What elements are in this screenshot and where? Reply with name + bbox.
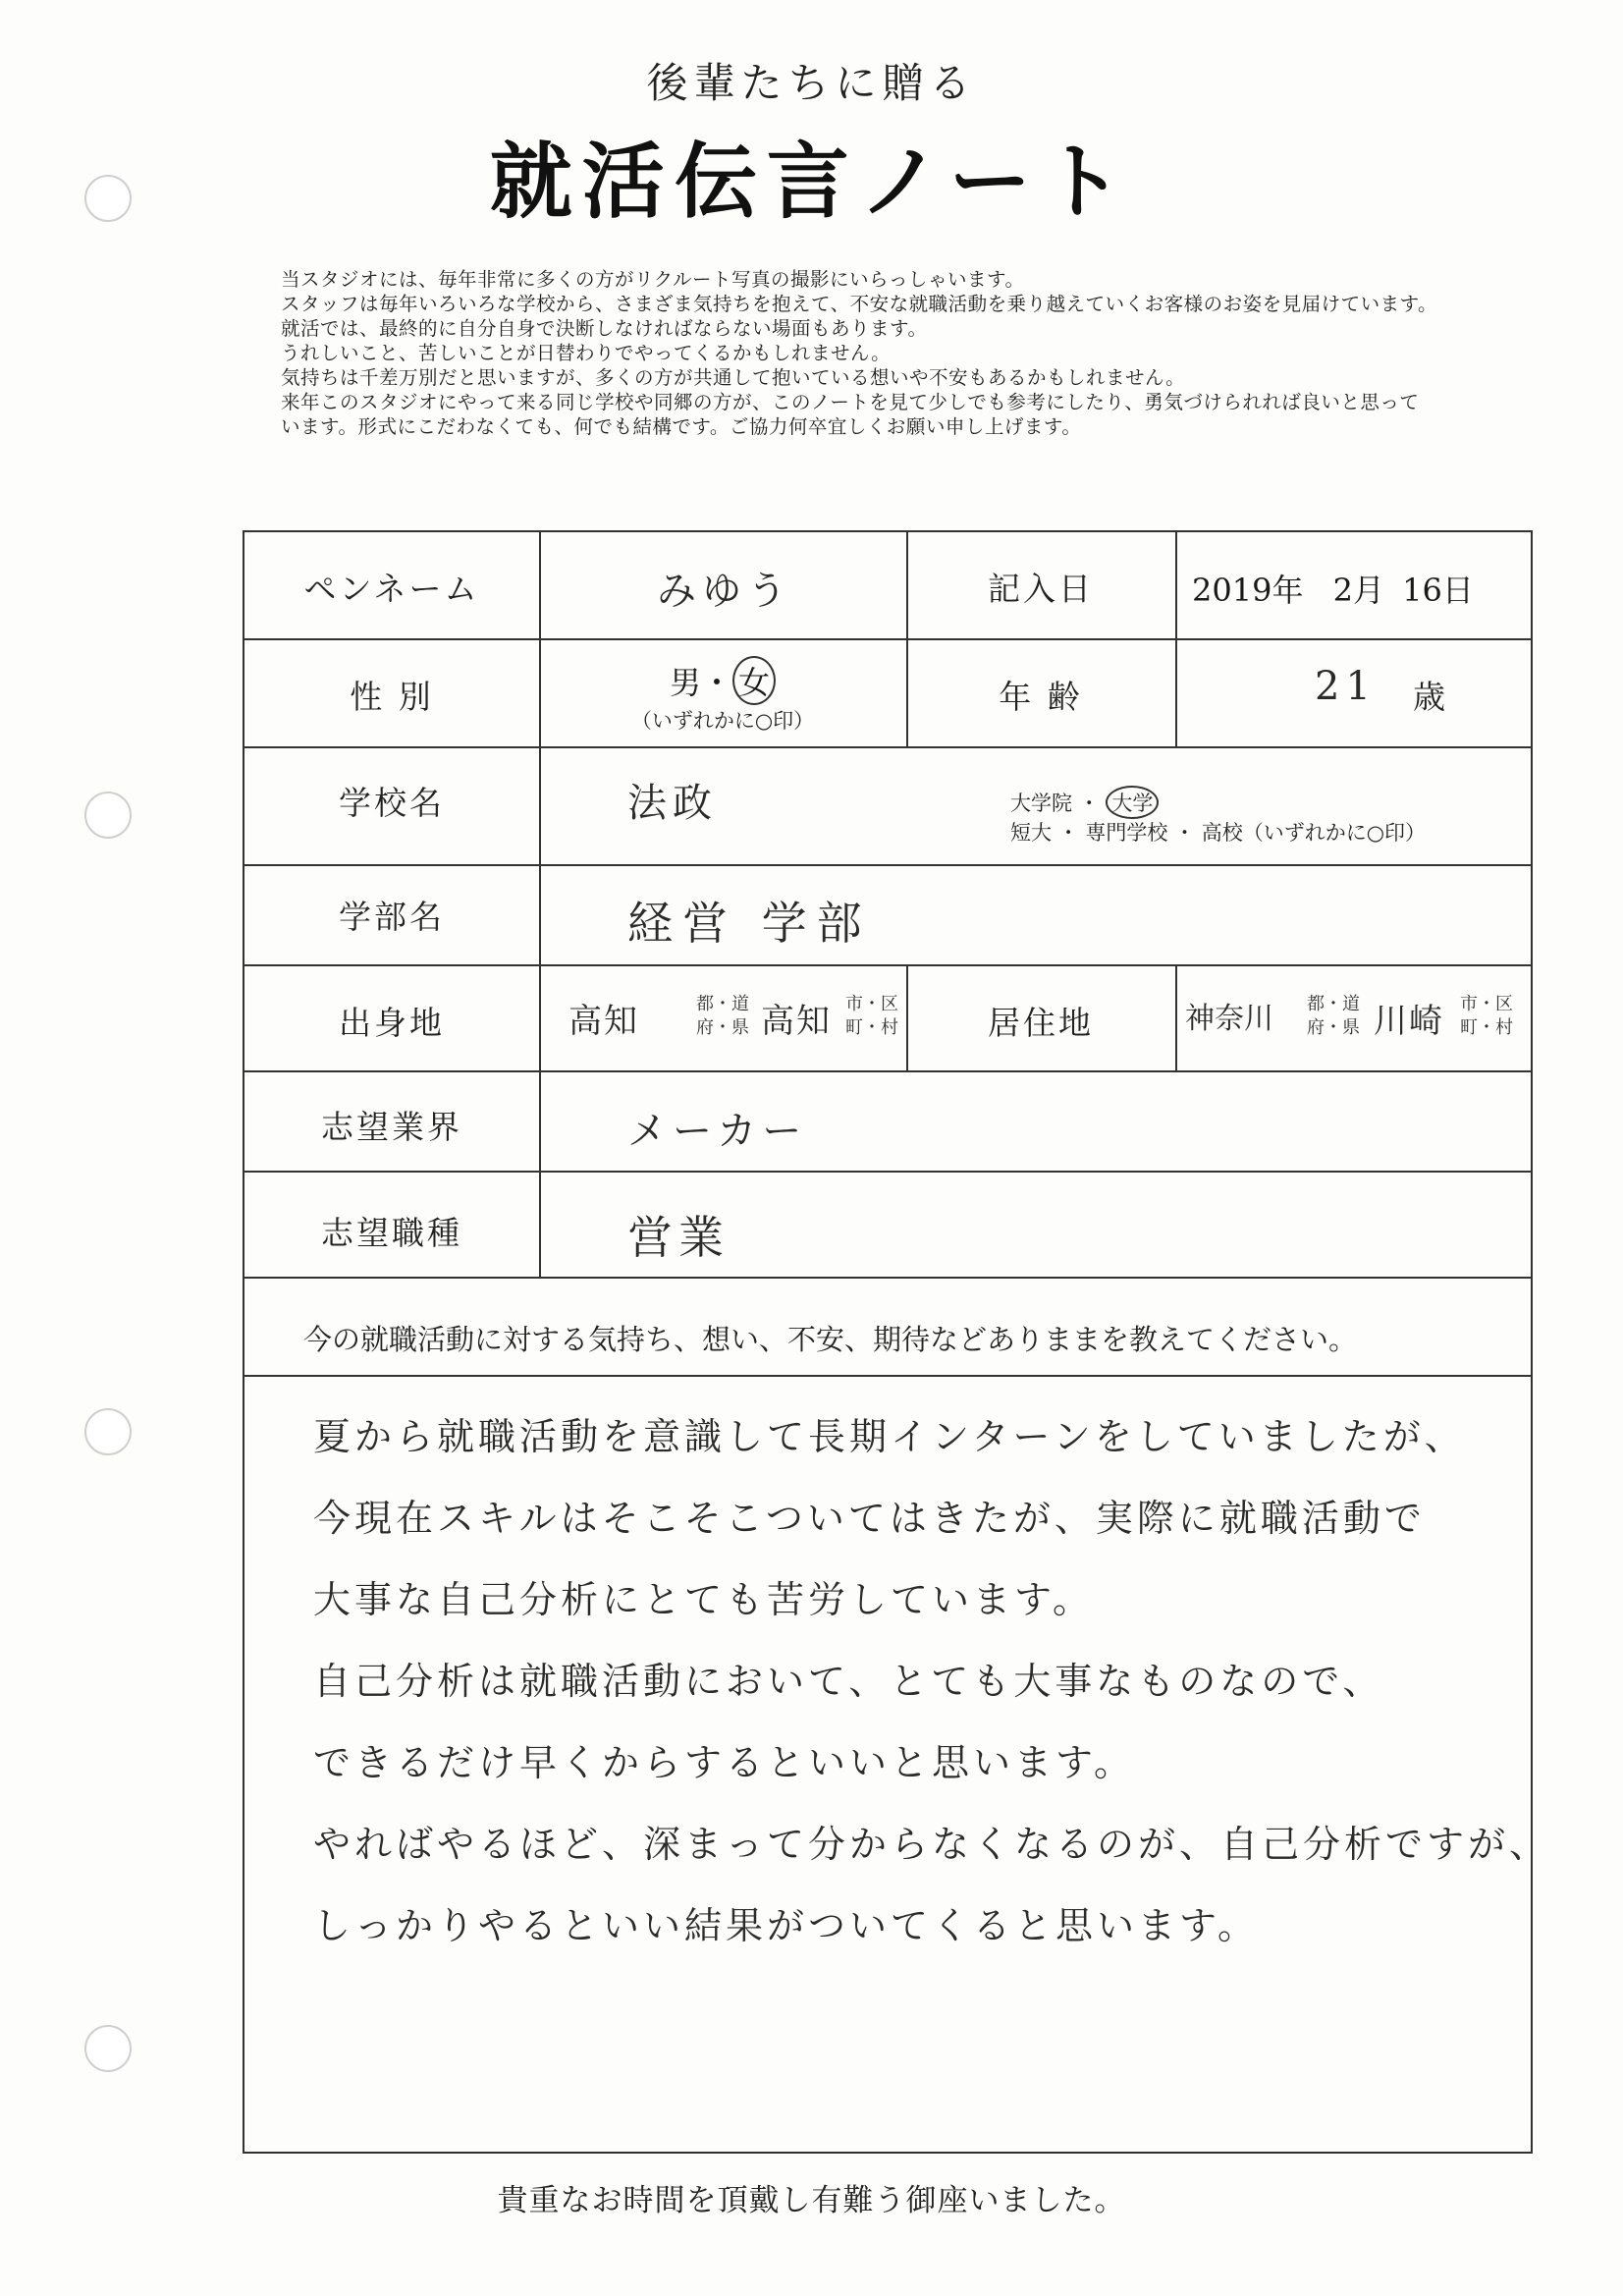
gender-note: （いずれかに○印） xyxy=(630,709,815,733)
punch-hole xyxy=(84,2025,132,2072)
intro-line: 当スタジオには、毎年非常に多くの方がリクルート写真の撮影にいらっしゃいます。 xyxy=(281,268,1025,291)
punch-hole xyxy=(84,1408,132,1455)
pen-name-value: みゆう xyxy=(657,569,792,614)
entry-date-value xyxy=(1192,566,1474,611)
residence-city: 川崎 xyxy=(1374,1002,1444,1041)
age-unit: 歳 xyxy=(1413,678,1448,716)
school-value: 法政 xyxy=(627,781,718,826)
entry-year: 2019 xyxy=(1192,572,1272,609)
page-title: 就活伝言ノート xyxy=(489,134,1134,230)
punch-hole xyxy=(84,792,132,839)
pen-name-label: ペンネーム xyxy=(303,570,480,608)
entry-date-label: 記入日 xyxy=(988,570,1094,608)
faculty-label: 学部名 xyxy=(339,898,445,936)
intro-line: います。形式にこだわなくても、何でも結構です。ご協力何卒宜しくお願い申し上げます。 xyxy=(281,415,1082,438)
comment-prompt: 今の就職活動に対する気持ち、想い、不安、期待などありままを教えてください。 xyxy=(303,1323,1358,1356)
separator-dot: ・ xyxy=(1078,792,1100,815)
gender-male: 男 xyxy=(669,664,701,701)
intro-line: うれしいこと、苦しいことが日替わりでやってくるかもしれません。 xyxy=(281,342,892,364)
school-type-grad: 大学院 xyxy=(1010,792,1072,815)
page-subtitle: 後輩たちに贈る xyxy=(646,59,977,107)
residence-prefecture: 神奈川 xyxy=(1185,1002,1273,1036)
intro-line: 就活では、最終的に自分自身で決断しなければならない場面もあります。 xyxy=(281,317,928,340)
school-label: 学校名 xyxy=(339,784,445,822)
faculty-value: 経営 学部 xyxy=(627,897,872,950)
comment-line: 今現在スキルはそこそこついてはきたが、実際に就職活動で xyxy=(313,1497,1426,1540)
city-units-line2: 町・村 xyxy=(845,1017,898,1038)
footer-thanks: 貴重なお時間を頂戴し有難う御座いました。 xyxy=(497,2183,1126,2218)
year-unit: 年 xyxy=(1271,572,1304,609)
school-type-line2: 短大 ・ 専門学校 ・ 高校（いずれかに○印） xyxy=(1010,821,1427,845)
school-type-univ-circled: 大学 xyxy=(1106,786,1159,819)
comment-line: 大事な自己分析にとても苦労しています。 xyxy=(313,1578,1094,1621)
pref-units-line2: 府・県 xyxy=(696,1017,749,1038)
hometown-prefecture: 高知 xyxy=(568,1002,639,1041)
school-type-line1 xyxy=(1010,786,1159,819)
city-units-line1: 市・区 xyxy=(1460,994,1513,1014)
age-label: 年 齢 xyxy=(999,678,1083,716)
gender-label: 性 別 xyxy=(350,678,434,716)
hometown-city: 高知 xyxy=(761,1002,832,1041)
separator-dot: ・ xyxy=(700,664,732,701)
entry-day: 16 xyxy=(1402,572,1442,609)
city-units-line1: 市・区 xyxy=(845,994,898,1014)
intro-line: スタッフは毎年いろいろな学校から、さまざま気持ちを抱えて、不安な就職活動を乗り越えていくお客様のお姿を見届けています。 xyxy=(281,293,1438,315)
intro-line: 気持ちは千差万別だと思いますが、多くの方が共通して抱いている想いや不安もあるかもしれません。 xyxy=(281,366,1186,389)
day-unit: 日 xyxy=(1441,572,1474,609)
month-unit: 月 xyxy=(1352,572,1384,609)
comment-line: できるだけ早くからするといいと思います。 xyxy=(313,1741,1135,1784)
occupation-value: 営業 xyxy=(627,1211,730,1264)
intro-line: 来年このスタジオにやって来る同じ学校や同郷の方が、このノートを見て少しでも参考にしたり、勇気づけられれば良いと思って xyxy=(281,391,1420,413)
entry-month: 2 xyxy=(1332,572,1353,609)
comment-line: しっかりやるといい結果がついてくると思います。 xyxy=(313,1904,1259,1947)
industry-value: メーカー xyxy=(627,1109,808,1154)
hometown-label: 出身地 xyxy=(339,1004,445,1042)
age-value: 21 xyxy=(1315,664,1377,709)
residence-label: 居住地 xyxy=(988,1004,1094,1042)
comment-line: 夏から就職活動を意識して長期インターンをしていましたが、 xyxy=(313,1415,1466,1458)
city-units-line2: 町・村 xyxy=(1460,1017,1513,1038)
pref-units-line1: 都・道 xyxy=(1307,994,1360,1014)
industry-label: 志望業界 xyxy=(321,1108,462,1146)
comment-line: 自己分析は就職活動において、とても大事なものなので、 xyxy=(313,1660,1384,1703)
pref-units-line2: 府・県 xyxy=(1307,1017,1360,1038)
gender-options xyxy=(539,656,906,705)
intro-text xyxy=(281,267,1596,439)
entry-form xyxy=(243,530,1551,2154)
comment-line: やればやるほど、深まって分からなくなるのが、自己分析ですが、 xyxy=(313,1823,1551,1866)
comment-body xyxy=(313,1396,1551,1967)
pref-units-line1: 都・道 xyxy=(696,994,749,1014)
gender-female-circled: 女 xyxy=(732,656,776,705)
occupation-label: 志望職種 xyxy=(321,1214,462,1252)
